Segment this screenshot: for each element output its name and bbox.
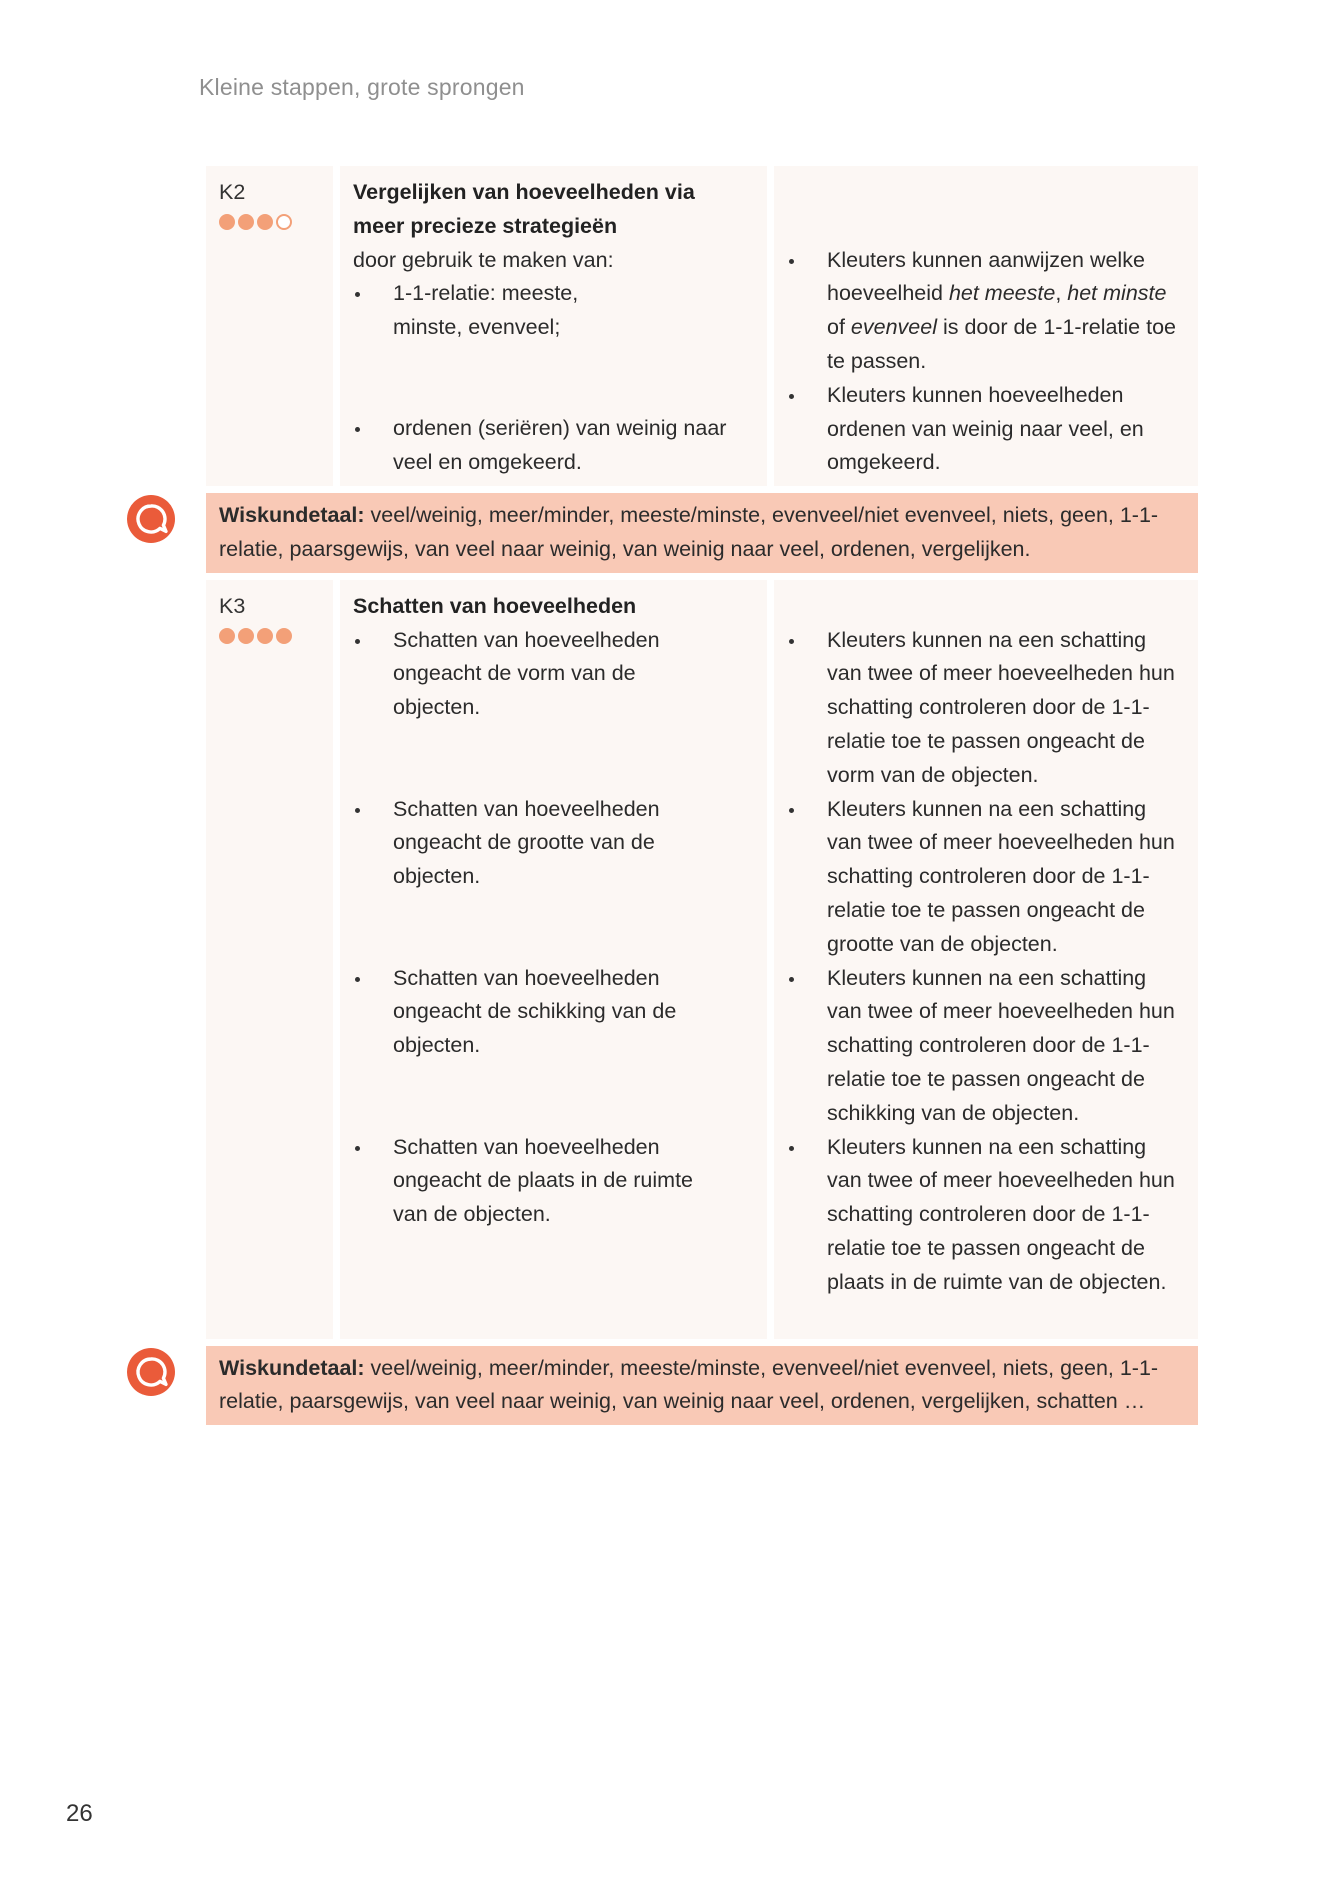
speech-bubble-icon: [126, 494, 176, 544]
goal-title: [353, 176, 755, 244]
goal-item: Schatten van hoeveelheden ongeacht de plaats in de ruimte van de objecten.: [353, 1131, 713, 1333]
indicator-list: [787, 624, 1186, 1300]
wiskundetaal-band: [206, 1346, 1198, 1426]
goal-cell: [340, 580, 767, 1339]
goal-item: 1-1-relatie: meeste, minste, evenveel;: [353, 277, 643, 412]
page-number: 26: [66, 1800, 93, 1827]
level-dot-filled: [276, 628, 292, 644]
wiskundetaal-text: veel/weinig, meer/minder, meeste/minste, evenveel/niet evenveel, niets, geen, 1-1-relatie, paarsgewijs, van veel naar weinig, van weinig naar veel, ordenen, vergelijken, schatten …: [219, 1355, 1159, 1414]
goal-item: ordenen (seriëren) van weinig naar veel en omgekeerd.: [353, 412, 755, 480]
goal-title-line: Vergelijken van hoeveelheden via: [353, 180, 695, 204]
level-dot-filled: [219, 214, 235, 230]
level-dot-filled: [238, 628, 254, 644]
goal-cell: [340, 166, 767, 486]
running-head: Kleine stappen, grote sprongen: [199, 74, 525, 100]
level-dots: [219, 628, 321, 644]
wiskundetaal-text: veel/weinig, meer/minder, meeste/minste, evenveel/niet evenveel, niets, geen, 1-1-relatie, paarsgewijs, van veel naar weinig, van weinig naar veel, ordenen, vergelijken.: [219, 503, 1159, 561]
goal-item: Schatten van hoeveelheden ongeacht de schikking van de objecten.: [353, 962, 693, 1131]
indicator-item: Kleuters kunnen na een schatting van twee of meer hoeveelheden hun schatting controleren door de 1-1-relatie toe te passen ongeacht de vorm van de objecten.: [787, 624, 1186, 793]
level-dot-filled: [257, 214, 273, 230]
level-dot-filled: [219, 628, 235, 644]
goal-item: Schatten van hoeveelheden ongeacht de grootte van de objecten.: [353, 793, 693, 962]
wiskundetaal-band: [206, 493, 1198, 573]
goal-code: K3: [219, 593, 246, 618]
level-dot-empty: [276, 214, 292, 230]
level-dot-filled: [238, 214, 254, 230]
goal-title-line: meer precieze strategieën: [353, 213, 618, 238]
wiskundetaal-label: Wiskundetaal:: [219, 1355, 365, 1380]
wiskundetaal-label: Wiskundetaal:: [219, 503, 365, 528]
indicator-cell: [774, 166, 1198, 486]
goals-table: [206, 166, 1198, 1432]
code-cell: [206, 166, 333, 486]
goal-intro: door gebruik te maken van:: [353, 247, 614, 272]
goal-list: [353, 624, 755, 1333]
indicator-list: [787, 244, 1186, 481]
indicator-item: Kleuters kunnen na een schatting van twee of meer hoeveelheden hun schatting controleren door de 1-1-relatie toe te passen ongeacht de schikking van de objecten.: [787, 962, 1186, 1131]
indicator-item: Kleuters kunnen hoeveelheden ordenen van weinig naar veel, en omgekeerd.: [787, 379, 1186, 480]
indicator-item: Kleuters kunnen na een schatting van twee of meer hoeveelheden hun schatting controleren door de 1-1-relatie toe te passen ongeacht de plaats in de ruimte van de objecten.: [787, 1131, 1186, 1300]
speech-bubble-icon: [126, 1347, 176, 1397]
section-k2: [206, 166, 1198, 486]
code-cell: [206, 580, 333, 1339]
indicator-item: Kleuters kunnen na een schatting van twee of meer hoeveelheden hun schatting controleren door de 1-1-relatie toe te passen ongeacht de grootte van de objecten.: [787, 793, 1186, 962]
goal-code: K2: [219, 180, 246, 204]
indicator-item: Kleuters kunnen aanwijzen welke hoeveelheid het meeste, het minste of evenveel is door de 1-1-relatie toe te passen.: [787, 244, 1186, 379]
level-dot-filled: [257, 628, 273, 644]
level-dots: [219, 214, 321, 230]
indicator-cell: [774, 580, 1198, 1339]
goal-list: [353, 277, 755, 480]
goal-title: Schatten van hoeveelheden: [353, 593, 637, 618]
section-k3: [206, 580, 1198, 1339]
goal-item: Schatten van hoeveelheden ongeacht de vorm van de objecten.: [353, 624, 693, 793]
